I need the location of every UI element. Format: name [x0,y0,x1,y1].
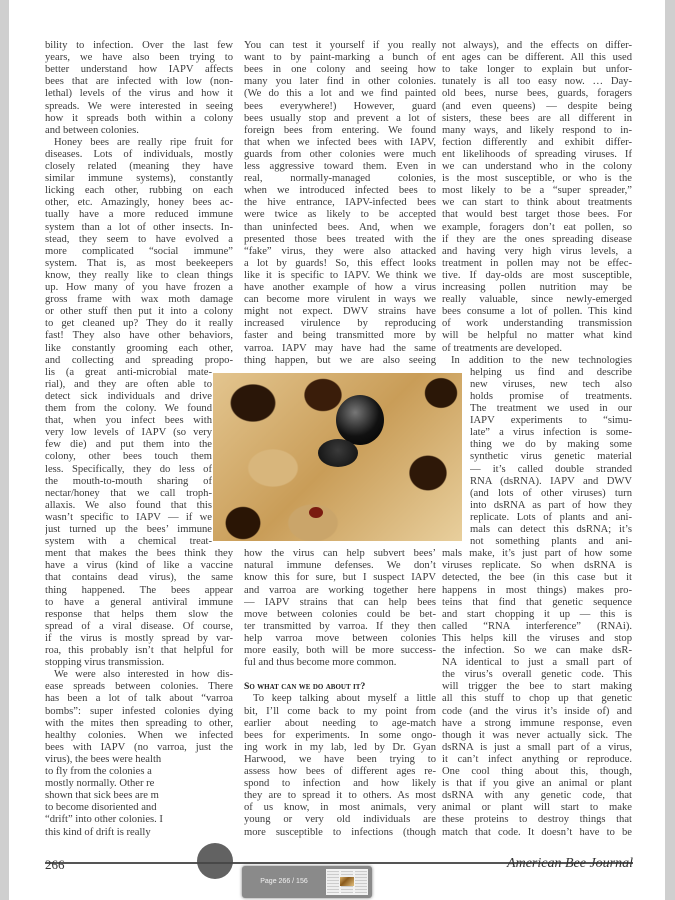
text-line: many you later find in other colonies. [244,76,436,88]
text-line: dsRNA is just a small part of a virus, [442,741,632,753]
text-line: them from the colony. We found [45,403,212,414]
text-line: the mouth-to-mouth sharing of [45,475,212,487]
text-line: In addition to the new technologies [451,354,632,366]
text-line: spond to infection and how likely [244,778,436,790]
text-line: tive. If day-olds are most susceptible, [442,269,632,281]
text-line: detected, the bee (in this case but it [442,572,632,584]
text-line: system. That is, as most beekeepers [45,257,233,269]
text-line: The treatment we used in our [470,403,632,414]
text-line: stopping virus transmission. [45,657,165,669]
text-line: move between colonies could be bet- [244,608,436,620]
text-line: few die) and put them into the [45,439,212,451]
text-line: mals can detect this dsRNA; it’s [470,524,632,535]
text-line: diseases. Lots of individuals, mostly [45,148,233,160]
text-line: ent likelihoods of spreading viruses. If [442,148,632,160]
text-line: bombs”: super infested colonies dying [45,705,233,717]
text-line: “drift” into other colonies. I [45,814,163,826]
text-line: One cool thing about this, though, [442,766,632,777]
text-line: into dsRNA as part of how they [470,499,632,511]
text-line: more susceptible to infections (though [244,826,436,838]
text-line: rial), and they are often able to [45,378,212,390]
text-line: that when we infected bees with IAPV, [244,136,436,148]
text-line: ful and thus become more common. [244,657,397,669]
text-line: foreign bees from entering. We found [244,124,436,136]
text-line: healthy colonies. When we infected [45,729,233,741]
text-line: varroa. IAPV may have had the same [244,342,436,354]
text-line: of treatments are developed. [442,342,563,354]
text-line: can become more virulent in ways we [244,294,436,306]
text-line: faster and being transmitted more by [244,330,436,342]
text-line: up. How many of you have frozen a [45,282,233,293]
text-line: stead, they seem to have evolved a [45,233,233,245]
text-line: nectar/honey that we call troph- [45,487,212,499]
text-line: guards from other colonies were much [244,148,436,160]
text-line: (We do this a lot and we find painted [244,88,436,100]
text-line: example, foragers don’t eat pollen, so [442,221,632,233]
text-line: We were also interested in how dis- [54,669,233,681]
text-line: and between colonies. [45,124,139,136]
text-line: happens in most things) makes pro- [442,584,632,596]
text-line: virus), the bees were health [45,753,162,765]
text-line: match that code. It doesn’t have to be [442,826,632,838]
page-thumbnail [326,869,368,895]
text-line: tually have a more reduced immune [45,209,233,221]
text-line: have a strong immune response, even [442,717,632,729]
text-line: treatment in pollen may not be effec- [442,257,632,269]
text-line: less. Specifically, they do less of [45,463,212,475]
text-line: fast! They also have other behaviors, [45,330,233,342]
text-line: assess how bees of different ages re- [244,766,436,777]
text-line: years, we have also been trying to [45,52,233,64]
text-line: Honey bees are really ripe fruit for [54,136,233,148]
text-line: thing happened. The bees appear [45,584,233,596]
text-line: lis (a great anti-microbial mate- [45,366,212,378]
text-line: know this for sure, but I suspect IAPV [244,572,436,584]
text-line: very low levels of IAPV (so very [45,427,212,439]
text-line: or other stuff then put it into a colony [45,306,233,318]
text-line: to take longer to explain but unfor- [442,64,632,76]
varroa-mite [309,507,323,518]
text-line: these proteins to destroy things that [442,814,632,826]
text-line: ter transmitted by varroa. If they then [244,620,436,632]
text-line: gross frame with wax moth damage [45,294,233,306]
text-line: — IAPV strains that can help bees [244,596,436,608]
text-line: if the virus is mostly spread by var- [45,632,233,644]
text-line: is that if you give an animal or plant [442,778,632,790]
text-line: ease spreads between colonies. There [45,681,233,693]
text-line: roa, this probably isn’t that helpful for [45,645,233,656]
text-line: teins that find that genetic sequence [442,596,632,608]
text-line: that would best target those bees. For [442,209,632,221]
text-line: and varroa are working together here [244,584,436,596]
text-line: the virus’s overall genetic code. This [442,669,632,681]
text-line: new viruses, new tech also [470,378,632,390]
text-line: many ways, and likely respond to in- [442,124,632,136]
text-line: though it was never actually sick. The [442,729,632,741]
text-line: other, etc. Amazingly, honey bees ac- [45,197,233,209]
text-line: bility to infection. Over the last few [45,40,233,51]
text-line: increasing pollen nutrition may be [442,282,632,293]
text-line: will trigger the bee to start making [442,681,632,693]
text-line: bees consume a lot of pollen. This kind [442,306,632,318]
text-line: than uninfected bees. And, when we [244,221,436,233]
text-line: more complicated “social immune” [45,245,233,257]
text-line: viruses replicate. So when dsRNA is [442,560,632,572]
text-line: earlier about needing to age-match [244,717,436,729]
text-line: really valuable, since newly-emerged [442,294,632,306]
text-line: This helps kill the viruses and stop [442,632,632,644]
text-line: that contains dead virus), the same [45,572,233,584]
text-line: increased virulence by reproducing [244,318,436,330]
text-line: replicate. Lots of plants and ani- [470,511,632,523]
text-line: bees that are infected with low (non- [45,76,233,88]
text-line: that, when you infect bees with [45,415,212,427]
text-line: we can start to think about treatments [442,197,632,209]
text-line: to become disoriented and [45,802,157,814]
text-line: lethal) levels of the virus and how it [45,88,233,100]
text-line: wasn’t specific to IAPV — if we [45,511,212,523]
text-line: like it is specific to IAPV. We think we [244,269,436,281]
right-margin [665,0,675,900]
text-line: RNA (dsRNA). IAPV and DWV [470,475,632,487]
text-line: just turned up the bees’ immune [45,524,212,535]
text-line: and having very high virus levels, a [442,245,632,257]
text-line: if they are the ones spreading disease [442,233,632,245]
text-line: to get cleaned up? They do it really [45,318,233,330]
text-line: the infection. So we can make dsR- [442,645,632,656]
text-line: spreads. We were interested in seeing [45,100,233,112]
text-line: want to by paint-marking a bunch of [244,52,436,64]
text-line: presented those bees treated with the [244,233,436,245]
text-line: allaxis. We also found that this [45,499,212,511]
text-line: it can’t infect anything or reproduce. [442,753,632,765]
text-line: bees in one colony and seeing how [244,64,436,76]
text-line: how the virus can help subvert bees’ [244,548,436,560]
text-line: to fly from the colonies a [45,766,152,777]
text-line: bit, I’ll come back to my point from [244,705,436,717]
text-line: similar immune systems), constantly [45,173,233,185]
page-preview-popup[interactable] [242,866,372,898]
text-line: less aggressive toward them. Even in [244,161,436,172]
left-margin [0,0,9,900]
text-line: animal or plant will start to make [442,802,632,814]
text-line: response that helps them slow the [45,608,233,620]
text-line: of work understanding transmission [442,318,632,330]
text-line: licking each other, rubbing on each [45,185,233,197]
text-line: most likely to be a “super spreader,” [442,185,632,197]
text-line: helping us find and describe [470,366,632,378]
text-line: and collecting and spreading propo- [45,354,233,366]
text-line: a lot by guards! So, this effect looks [244,257,436,269]
bee-figure [336,395,384,445]
text-line: ing work in my lab, led by Dr. Gyan [244,741,436,753]
text-line: closely related (meaning they have [45,161,233,172]
text-line: code (and the virus it’s inside of) and [442,705,632,717]
text-line: system than a lot of other insects. In- [45,221,233,233]
text-line: IAPV experiments to “simu- [470,415,632,427]
text-line: (and lots of other viruses) turn [470,487,632,499]
text-line: ment that makes the bees think they [45,548,233,560]
text-line: have another example of how a virus [244,282,436,293]
text-line: real, normally-managed colonies, [244,173,436,185]
text-line: like constantly grooming each other, [45,342,233,354]
text-line: better understand how IAPV affects [45,64,233,76]
text-line: of us know, in most animals, very [244,802,436,814]
text-line: detect sick individuals and drive [45,390,212,402]
text-line: bees with IAPV (no varroa, just the [45,741,233,753]
text-line: synthetic virus genetic material [470,451,632,463]
page-label: Page 266 / 156 [260,878,308,885]
text-line: the hive entrance, IAPV-infected bees [244,197,436,209]
text-line: holds promise of treatments. [470,390,632,402]
text-line: thing happen, but we are also seeing [244,354,436,366]
text-line: has been a lot of talk about “varroa [45,693,233,705]
text-line: system with a chemical treat- [45,536,212,548]
bee-body [318,439,358,467]
text-line: not something plants and ani- [470,536,632,548]
page-number: 266 [45,857,65,872]
text-line: late” a virus infection is some- [470,427,632,439]
text-line: thing we do by making some [470,439,632,451]
text-line: bees everywhere!) However, guard [244,100,436,112]
text-line: will be helpful no matter what kind [442,330,632,342]
text-line: were twice as likely to be accepted [244,209,436,221]
text-line: they are to spread it to others. As most [244,790,436,802]
text-line: we can understand who in the colony [442,161,632,172]
text-line: “fake” virus, they were also attacked [244,245,436,257]
text-line: not always), and the effects on differ- [442,40,632,51]
text-line: mals make, it’s just part of how some [442,548,632,560]
text-line: bees for experiments. In some ongo- [244,729,436,741]
text-line: help varroa move between colonies [244,632,436,644]
text-line: this kind of drift is really [45,826,151,838]
text-line: and start chopping it up — this is [442,608,632,620]
text-line: is the most susceptible, or who is the [442,173,632,185]
text-line: You can test it yourself if you really [244,40,436,51]
text-line: bees usually stop and prevent a lot of [244,112,436,124]
text-line: fection differently and exhibit differ- [442,136,632,148]
text-line: spread of a viral disease. Of course, [45,620,233,632]
text-line: all this stuff to chop up that genetic [442,693,632,705]
text-line: sisters, these bees are all different in [442,112,632,124]
text-line: more easily, both will be more success- [244,645,436,656]
text-line: know, they really like to clean things [45,269,233,281]
text-line: with the mites then spreading to other, [45,717,233,729]
section-heading: So what can we do about it? [244,681,366,693]
text-line: might not expect. DWV strains have [244,306,436,318]
bee-on-honeycomb-photo [213,373,462,541]
text-line: how it spreads both within a colony [45,112,233,124]
journal-name: American Bee Journal [507,856,633,871]
text-line: — it’s called double stranded [470,463,632,475]
text-line: shown that sick bees are m [45,790,159,802]
page-slider-handle[interactable] [197,843,233,879]
text-line: colony, other bees touch them [45,451,212,463]
text-line: when we introduced infected bees to [244,185,436,197]
text-line: Harwood, we have been trying to [244,753,436,765]
text-line: called “RNA interference” (RNAi). [442,620,632,632]
text-line: have a virus (kind of like a vaccine [45,560,233,572]
text-line: to have a general antiviral immune [45,596,233,608]
text-line: young or very old individuals are [244,814,436,826]
text-line: NA identical to just a small part of [442,657,632,669]
text-line: tunately is all too easy now. … Day- [442,76,632,88]
text-line: (and even queens) — despite being [442,100,632,112]
text-line: old bees, nurse bees, guards, foragers [442,88,632,100]
text-line: ent ages can be different. All this used [442,52,632,64]
text-line: mostly normally. Other re [45,778,155,790]
text-line: To keep talking about myself a little [253,693,436,705]
text-line: natural immune defenses. We don’t [244,560,436,572]
text-line: dsRNA with any genetic code, that [442,790,632,802]
